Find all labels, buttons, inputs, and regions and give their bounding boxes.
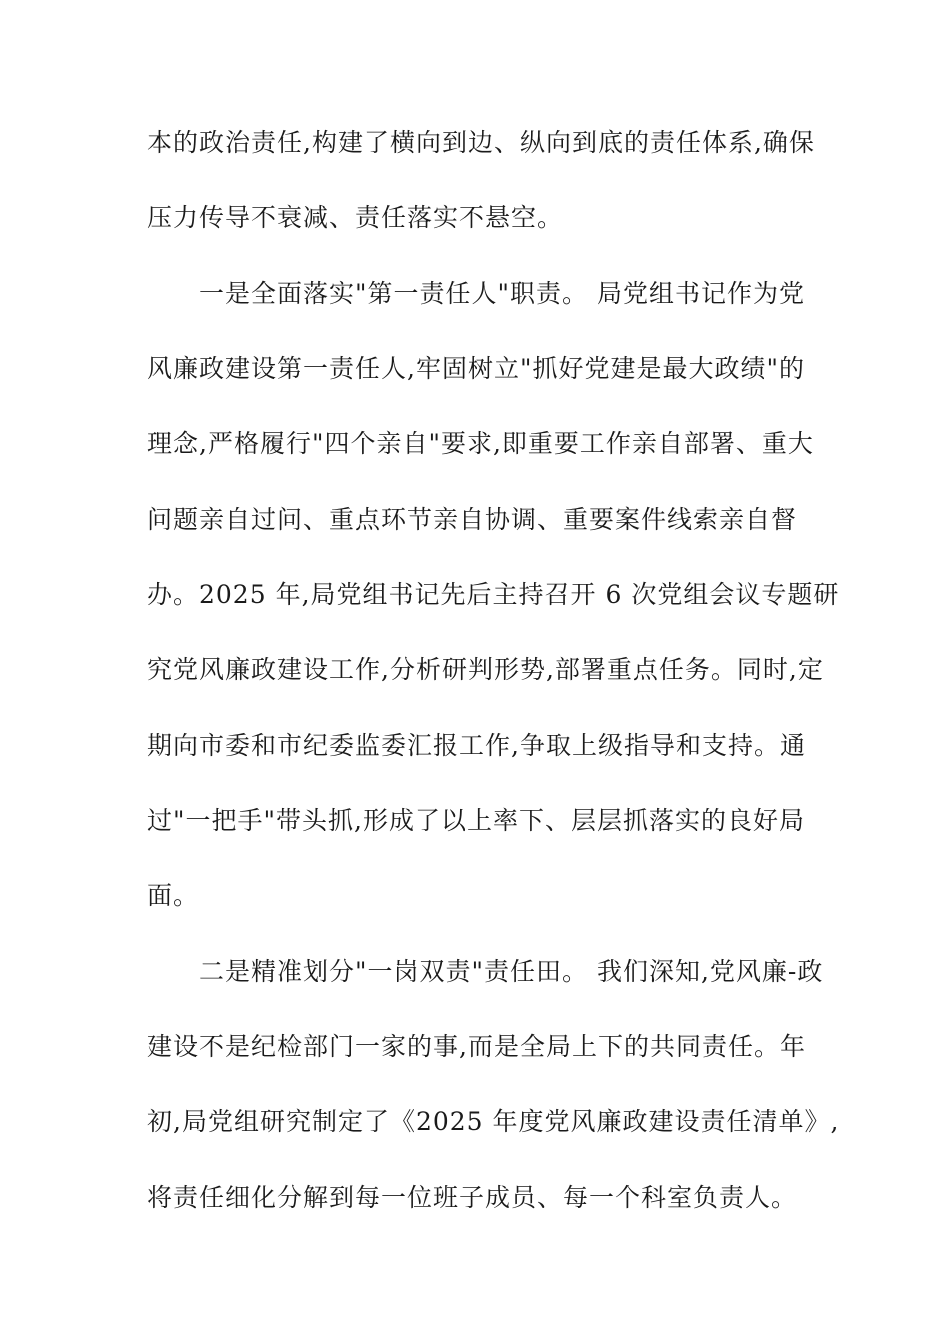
text-line: 问题亲自过问、重点环节亲自协调、重要案件线索亲自督 (147, 505, 798, 534)
text-line: 将责任细化分解到每一位班子成员、每一个科室负责人。 (147, 1183, 798, 1212)
text-line: 办。2025 年,局党组书记先后主持召开 6 次党组会议专题研 (147, 580, 840, 609)
text-line: 理念,严格履行"四个亲自"要求,即重要工作亲自部署、重大 (147, 429, 814, 458)
text-line: 压力传导不衰减、责任落实不悬空。 (147, 203, 564, 232)
paragraph-heading-line: 二是精准划分"一岗双责"责任田。 我们深知,党风廉-政 (199, 957, 824, 986)
text-line: 本的政治责任,构建了横向到边、纵向到底的责任体系,确保 (147, 128, 815, 157)
text-line: 究党风廉政建设工作,分析研判形势,部署重点任务。同时,定 (147, 655, 824, 684)
text-line: 面。 (147, 881, 200, 910)
paragraph-heading-line: 一是全面落实"第一责任人"职责。 局党组书记作为党 (199, 279, 805, 308)
text-line: 建设不是纪检部门一家的事,而是全局上下的共同责任。年 (147, 1032, 806, 1061)
text-line: 初,局党组研究制定了《2025 年度党风廉政建设责任清单》, (147, 1107, 840, 1136)
text-line: 风廉政建设第一责任人,牢固树立"抓好党建是最大政绩"的 (147, 354, 805, 383)
text-line: 期向市委和市纪委监委汇报工作,争取上级指导和支持。通 (147, 731, 806, 760)
text-line: 过"一把手"带头抓,形成了以上率下、层层抓落实的良好局 (147, 806, 805, 835)
